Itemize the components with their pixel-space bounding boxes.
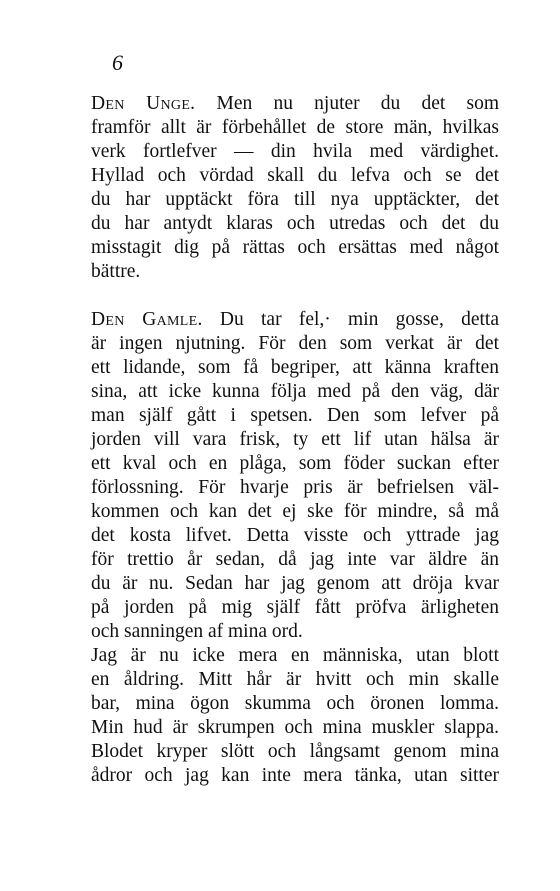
paragraph-den-gamle: [91, 308, 499, 644]
text-line: och sanningen af mina ord.: [91, 621, 303, 642]
text-line: [91, 308, 499, 332]
text-line: Min hud är skrumpen och mina muskler slappa.: [91, 717, 499, 738]
text-line: [91, 92, 499, 116]
text-line: en åldring. Mitt hår är hvitt och min skalle: [91, 669, 499, 690]
text-line: du är nu. Sedan har jag genom att dröja kvar: [91, 573, 499, 594]
text-line: du har upptäckt föra till nya upptäckter, det: [91, 189, 499, 210]
text-line: kommen och kan det ej ske för mindre, så må: [91, 501, 499, 522]
paragraph-continuation: [91, 644, 499, 788]
page-number: 6: [112, 50, 123, 75]
text-line: för trettio år sedan, då jag inte var äldre än: [91, 549, 499, 570]
text-line: verk fortlefver — din hvila med värdighet.: [91, 141, 499, 162]
text-line: framför allt är förbehållet de store män, hvilkas: [91, 117, 499, 138]
text-line: Blodet kryper slött och långsamt genom mina: [91, 741, 499, 762]
speaker-name: Den Gamle.: [91, 309, 203, 330]
text-line: Jag är nu icke mera en människa, utan blott: [91, 645, 499, 666]
text-line: förlossning. För hvarje pris är befrielsen väl-: [91, 477, 499, 498]
text-line: på jorden på mig själf fått pröfva ärligheten: [91, 597, 499, 618]
line-text: Men nu njuter du det som: [216, 93, 499, 114]
paragraph-den-unge: [91, 92, 499, 284]
line-text: Du tar fel,· min gosse, detta: [219, 309, 499, 330]
text-line: bar, mina ögon skumma och öronen lomma.: [91, 693, 499, 714]
text-line: ett lidande, som få begriper, att känna kraften: [91, 357, 499, 378]
text-line: sina, att icke kunna följa med på den väg, där: [91, 381, 499, 402]
text-line: det kosta lifvet. Detta visste och yttrade jag: [91, 525, 499, 546]
speaker-name: Den Unge.: [91, 93, 196, 114]
text-line: du har antydt klaras och utredas och det du: [91, 213, 499, 234]
text-line: jorden vill vara frisk, ty ett lif utan hälsa är: [91, 429, 499, 450]
text-line: är ingen njutning. För den som verkat är det: [91, 333, 499, 354]
text-line: ett kval och en plåga, som föder suckan efter: [91, 453, 499, 474]
text-line: Hyllad och vördad skall du lefva och se det: [91, 165, 499, 186]
text-line: bättre.: [91, 261, 141, 282]
text-line: misstagit dig på rättas och ersättas med något: [91, 237, 499, 258]
text-line: man själf gått i spetsen. Den som lefver på: [91, 405, 499, 426]
text-line: ådror och jag kan inte mera tänka, utan sitter: [91, 765, 499, 786]
